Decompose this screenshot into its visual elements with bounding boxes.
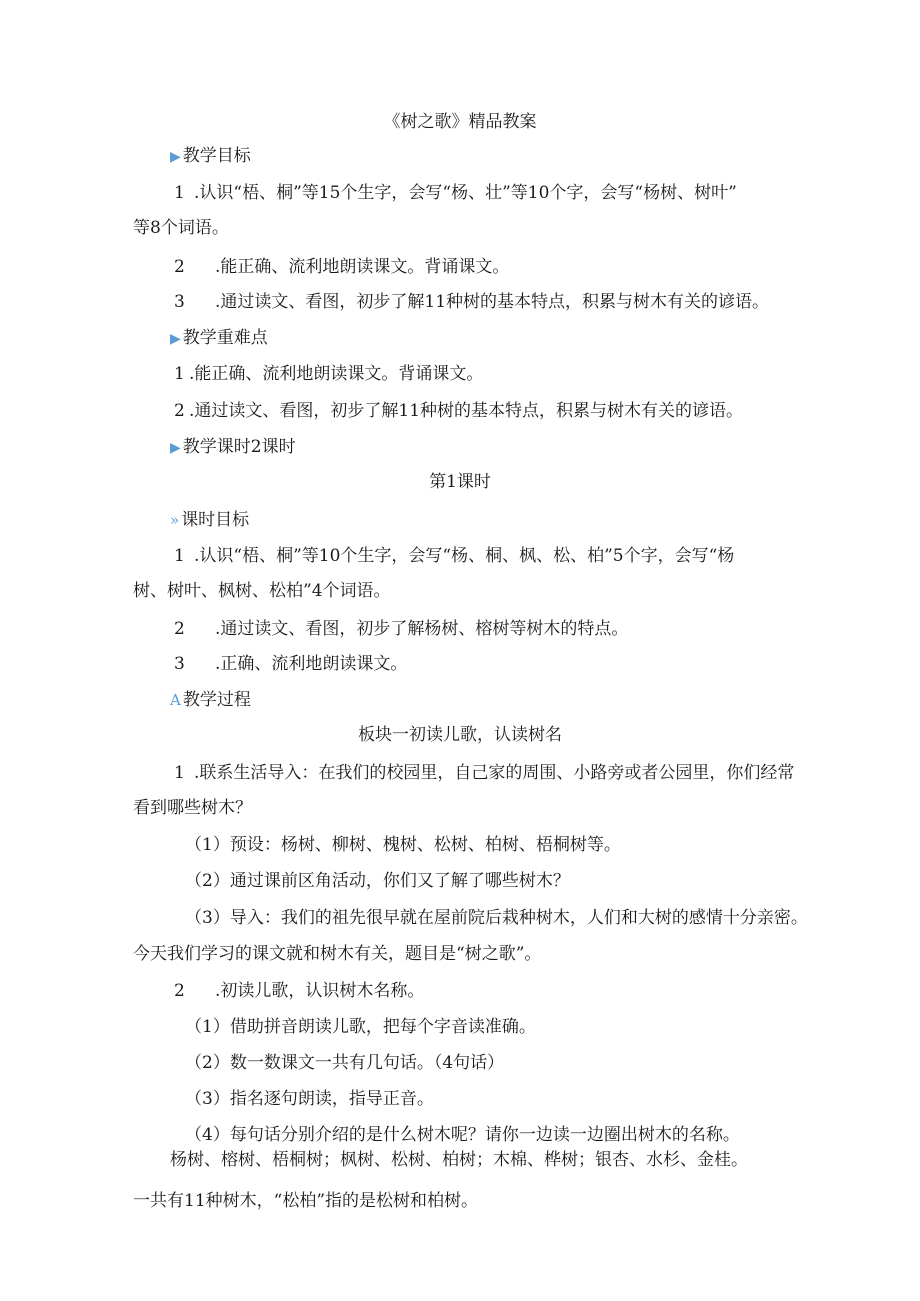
section-heading-label: 教学过程 [182, 690, 251, 710]
section-heading-label: 教学重难点 [182, 328, 268, 348]
section-heading-label: 教学目标 [182, 146, 251, 166]
list-item-text: .认识“梧、桐”等15个生字，会写“杨、壮”等10个字，会写“杨树、树叶” [194, 183, 737, 203]
lesson-goals-heading [170, 509, 249, 531]
list-number: 1 [174, 364, 185, 384]
sub-item: （2）通过课前区角活动，你们又了解了哪些树木？ [185, 871, 570, 891]
step-text: .初读儿歌，认识树木名称。 [215, 981, 425, 1001]
section-heading-label: 课时目标 [181, 510, 250, 530]
process-heading [170, 689, 251, 711]
sub-item: （1）预设：杨树、柳树、槐树、松树、柏树、梧桐树等。 [185, 835, 621, 855]
list-item-text: .能正确、流利地朗读课文。背诵课文。 [189, 364, 484, 384]
list-item-text: .通过读文、看图，初步了解杨树、榕树等树木的特点。 [215, 619, 629, 639]
list-item-text-continued: 等8个词语。 [133, 218, 229, 238]
sub-item: （2）数一数课文一共有几句话。（4句话） [185, 1053, 505, 1073]
section-heading-goals [170, 145, 251, 168]
arrow-icon: ▶ [170, 331, 181, 347]
list-item-text: .能正确、流利地朗读课文。背诵课文。 [215, 257, 510, 277]
block-title: 板块一初读儿歌，认读树名 [358, 725, 562, 745]
list-item-text: .通过读文、看图，初步了解11种树的基本特点，积累与树木有关的谚语。 [189, 401, 744, 421]
section-heading-key-points [170, 327, 268, 350]
list-number: 2 [174, 257, 185, 277]
list-number: 3 [174, 654, 185, 674]
list-item-text: .通过读文、看图，初步了解11种树的基本特点，积累与树木有关的谚语。 [215, 292, 770, 312]
list-number: 1 [174, 183, 185, 203]
arrow-icon: ▶ [170, 149, 181, 165]
sub-item: （4）每句话分别介绍的是什么树木呢？请你一边读一边圈出树木的名称。 [185, 1125, 740, 1145]
list-number: 1 [174, 763, 185, 783]
step-text: .联系生活导入：在我们的校园里，自己家的周围、小路旁或者公园里，你们经常 [194, 763, 795, 783]
arrow-icon: ▶ [170, 440, 181, 456]
sub-item: （3）指名逐句朗读，指导正音。 [185, 1089, 434, 1109]
sub-item-continued: 今天我们学习的课文就和树木有关，题目是“树之歌”。 [133, 944, 542, 964]
summary-text: 一共有11种树木，“松柏”指的是松树和柏树。 [133, 1191, 479, 1211]
list-item-text-continued: 树、树叶、枫树、松柏”4个词语。 [133, 581, 391, 601]
caret-icon: A [170, 691, 181, 709]
chevrons-icon: » [170, 511, 180, 529]
list-number: 2 [174, 619, 185, 639]
list-number: 1 [174, 546, 185, 566]
section-heading-hours [170, 436, 296, 459]
page-title: 《树之歌》精品教案 [383, 112, 537, 132]
sub-item: （1）借助拼音朗读儿歌，把每个字音读准确。 [185, 1017, 536, 1037]
list-number: 3 [174, 292, 185, 312]
list-item-text: .正确、流利地朗读课文。 [215, 654, 408, 674]
list-number: 2 [174, 401, 185, 421]
step-text-continued: 看到哪些树木？ [133, 798, 252, 818]
section-heading-label: 教学课时2课时 [182, 437, 296, 457]
sub-item: （3）导入：我们的祖先很早就在屋前院后栽种树木，人们和大树的感情十分亲密。 [185, 908, 808, 928]
tree-list: 杨树、榕树、梧桐树；枫树、松树、柏树；木棉、桦树；银杏、水杉、金桂。 [170, 1150, 748, 1170]
list-item-text: .认识“梧、桐”等10个生字，会写“杨、桐、枫、松、柏”5个字，会写“杨 [194, 546, 735, 566]
lesson-title: 第1课时 [429, 472, 491, 492]
list-number: 2 [174, 981, 185, 1001]
